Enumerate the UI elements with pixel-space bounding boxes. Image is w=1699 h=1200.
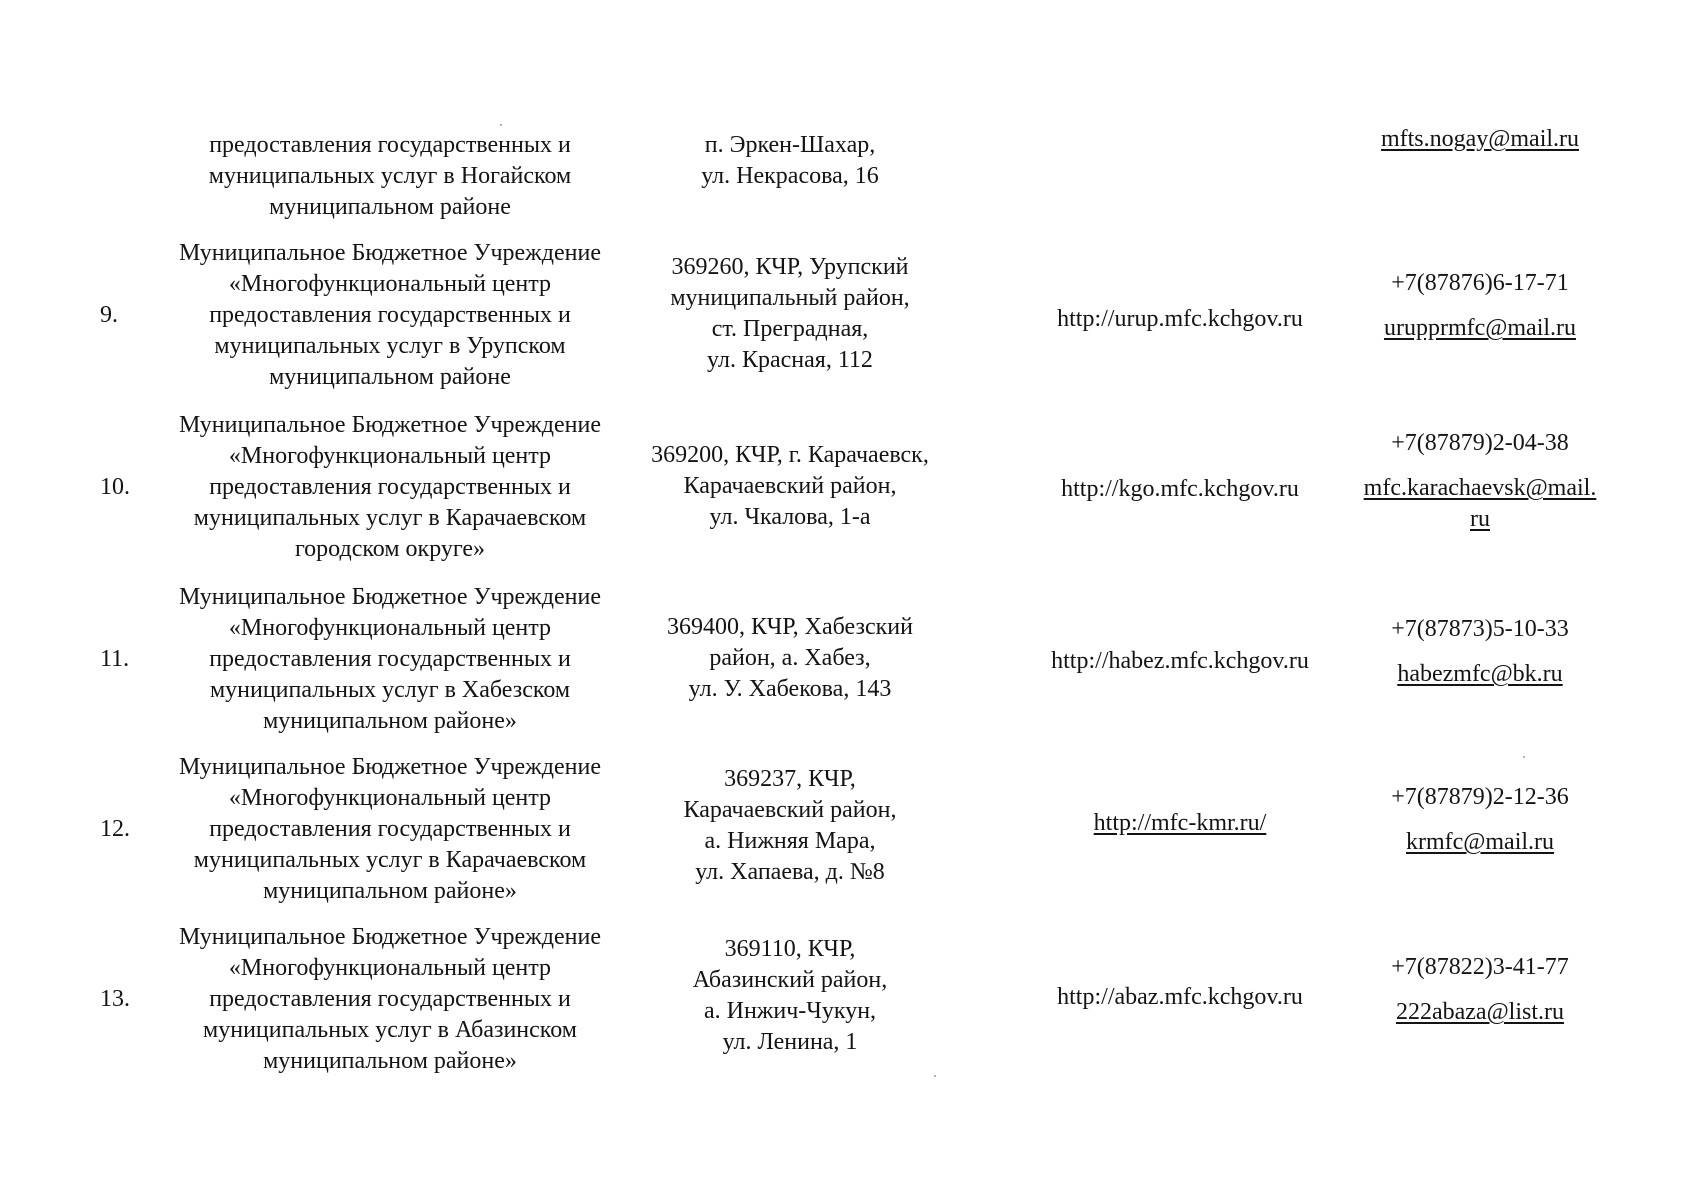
email-link[interactable]: 222abaza@list.ru: [1395, 999, 1565, 1025]
address-line: 369200, КЧР, г. Карачаевск,: [651, 442, 929, 468]
address-line: 369237, КЧР,: [724, 766, 856, 792]
name-line: «Многофункциональный центр: [228, 785, 552, 811]
scan-speck: [934, 1075, 936, 1077]
email-link[interactable]: [1330, 473, 1630, 535]
name-line: предоставления государственных и: [209, 302, 571, 328]
address-line: п. Эркен-Шахар,: [704, 132, 876, 158]
website-link[interactable]: http://mfc-kmr.ru/: [1093, 810, 1267, 836]
organization-name: [150, 238, 630, 393]
name-line: муниципальных услуг в Урупском: [214, 333, 566, 359]
name-line: муниципальных услуг в Карачаевском: [193, 505, 587, 531]
address: [620, 130, 960, 192]
email-link[interactable]: habezmfc@bk.ru: [1397, 661, 1563, 687]
email-link[interactable]: urupprmfc@mail.ru: [1383, 315, 1577, 341]
name-line: муниципальных услуг в Карачаевском: [193, 847, 587, 873]
contacts: [1330, 614, 1630, 690]
name-line: Муниципальное Бюджетное Учреждение: [179, 584, 601, 610]
name-line: «Многофункциональный центр: [228, 271, 552, 297]
name-line: предоставления государственных и: [209, 816, 571, 842]
row-number: 13.: [100, 986, 130, 1012]
address-line: а. Инжич-Чукун,: [703, 998, 877, 1024]
name-line: муниципальном районе»: [263, 1048, 517, 1074]
address: [620, 440, 960, 533]
name-line: предоставления государственных и: [209, 646, 571, 672]
scan-speck: [500, 124, 502, 126]
address-line: ул. Ленина, 1: [722, 1029, 858, 1055]
address-line: 369110, КЧР,: [724, 936, 856, 962]
address: [620, 252, 960, 376]
address: [620, 764, 960, 888]
name-line: «Многофункциональный центр: [228, 443, 552, 469]
email-line: ru: [1470, 506, 1490, 532]
address-line: ул. Красная, 112: [707, 347, 873, 373]
row-number: 9.: [100, 302, 118, 328]
name-line: муниципальном районе»: [263, 708, 517, 734]
contacts: [1330, 268, 1630, 344]
organization-name: [150, 922, 630, 1077]
name-line: муниципальных услуг в Хабезском: [209, 677, 571, 703]
organization-name: [150, 752, 630, 907]
website-link[interactable]: http://urup.mfc.kchgov.ru: [1057, 306, 1303, 332]
name-line: муниципальных услуг в Абазинском: [203, 1017, 577, 1043]
name-line: городском округе»: [294, 536, 486, 562]
address-line: а. Нижняя Мара,: [704, 828, 876, 854]
address: [620, 612, 960, 705]
address-line: муниципальный район,: [670, 285, 910, 311]
contacts: [1330, 952, 1630, 1028]
name-line: предоставления государственных и: [209, 132, 571, 158]
phone-number: +7(87822)3-41-77: [1391, 954, 1569, 980]
address-line: ст. Преградная,: [711, 316, 869, 342]
name-line: Муниципальное Бюджетное Учреждение: [179, 412, 601, 438]
address-line: ул. Некрасова, 16: [701, 163, 879, 189]
name-line: Муниципальное Бюджетное Учреждение: [179, 240, 601, 266]
email-link[interactable]: krmfc@mail.ru: [1405, 829, 1555, 855]
row-number: 12.: [100, 816, 130, 842]
name-line: муниципальном районе: [269, 194, 511, 220]
row-number: 10.: [100, 474, 130, 500]
contacts: [1330, 782, 1630, 858]
email-line: mfc.karachaevsk@mail.: [1363, 475, 1597, 501]
address-line: Абазинский район,: [692, 967, 888, 993]
organization-name: [150, 130, 630, 223]
phone-number: +7(87879)2-04-38: [1391, 430, 1569, 456]
website-link[interactable]: http://habez.mfc.kchgov.ru: [1051, 648, 1309, 674]
email-link[interactable]: mfts.nogay@mail.ru: [1380, 126, 1580, 152]
website-link[interactable]: http://kgo.mfc.kchgov.ru: [1061, 476, 1299, 502]
address-line: Карачаевский район,: [683, 473, 897, 499]
name-line: предоставления государственных и: [209, 986, 571, 1012]
organization-name: [150, 582, 630, 737]
name-line: Муниципальное Бюджетное Учреждение: [179, 754, 601, 780]
name-line: муниципальном районе»: [263, 878, 517, 904]
contacts: [1330, 124, 1630, 155]
address: [620, 934, 960, 1058]
name-line: Муниципальное Бюджетное Учреждение: [179, 924, 601, 950]
address-line: ул. Чкалова, 1-а: [709, 504, 871, 530]
address-line: ул. У. Хабекова, 143: [688, 676, 892, 702]
address-line: 369400, КЧР, Хабезский: [667, 614, 913, 640]
row-number: 11.: [100, 646, 130, 672]
scan-speck: [1523, 756, 1525, 758]
name-line: «Многофункциональный центр: [228, 615, 552, 641]
organization-name: [150, 410, 630, 565]
phone-number: +7(87879)2-12-36: [1391, 784, 1569, 810]
contacts: [1330, 428, 1630, 535]
name-line: муниципальных услуг в Ногайском: [208, 163, 572, 189]
phone-number: +7(87876)6-17-71: [1391, 270, 1569, 296]
phone-number: +7(87873)5-10-33: [1391, 616, 1569, 642]
name-line: «Многофункциональный центр: [228, 955, 552, 981]
address-line: 369260, КЧР, Урупский: [671, 254, 909, 280]
name-line: предоставления государственных и: [209, 474, 571, 500]
address-line: район, а. Хабез,: [709, 645, 871, 671]
address-line: Карачаевский район,: [683, 797, 897, 823]
name-line: муниципальном районе: [269, 364, 511, 390]
website-link[interactable]: http://abaz.mfc.kchgov.ru: [1057, 984, 1303, 1010]
address-line: ул. Хапаева, д. №8: [695, 859, 885, 885]
